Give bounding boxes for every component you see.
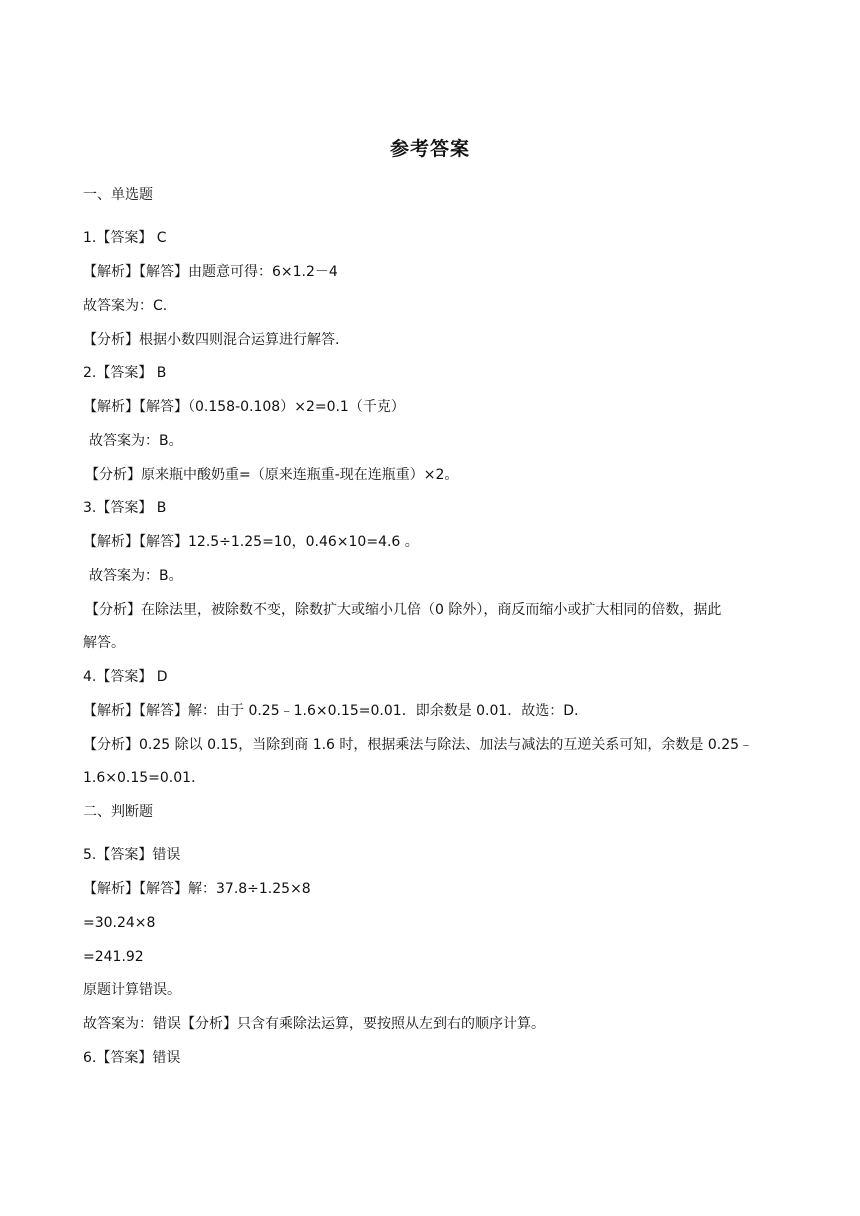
q5-conclusion: 故答案为：错误【分析】只含有乘除法运算，要按照从左到右的顺序计算。 bbox=[83, 1016, 545, 1032]
q3-fenxi-line1: 【分析】在除法里，被除数不变，除数扩大或缩小几倍（0 除外），商反而缩小或扩大相同的倍数，据此 bbox=[85, 602, 722, 618]
q1-answer: 1.【答案】 C bbox=[83, 230, 167, 246]
q4-fenxi-line1: 【分析】0.25 除以 0.15，当除到商 1.6 时，根据乘法与除法、加法与减法的互逆关系可知，余数是 0.25﹣ bbox=[83, 737, 754, 753]
q3-analysis: 【解析】【解答】12.5÷1.25=10，0.46×10=4.6 。 bbox=[83, 534, 419, 550]
q2-answer: 2.【答案】 B bbox=[83, 365, 167, 381]
q3-answer: 3.【答案】 B bbox=[83, 500, 167, 516]
q4-analysis: 【解析】【解答】解：由于 0.25﹣1.6×0.15=0.01．即余数是 0.01．故选：D． bbox=[83, 703, 589, 719]
q2-fenxi: 【分析】原来瓶中酸奶重=（原来连瓶重-现在连瓶重）×2。 bbox=[85, 467, 459, 483]
q4-fenxi-line2: 1.6×0.15=0.01． bbox=[83, 770, 206, 786]
q6-answer: 6.【答案】错误 bbox=[83, 1050, 181, 1066]
section-heading-true-false: 二、判断题 bbox=[83, 804, 153, 820]
section-heading-single-choice: 一、单选题 bbox=[83, 187, 153, 203]
q2-analysis: 【解析】【解答】（0.158-0.108）×2=0.1（千克） bbox=[83, 399, 405, 415]
q5-step2: =241.92 bbox=[83, 949, 144, 965]
q5-answer: 5.【答案】错误 bbox=[83, 847, 181, 863]
q1-analysis: 【解析】【解答】由题意可得：6×1.2－4 bbox=[83, 264, 338, 280]
q5-note: 原题计算错误。 bbox=[83, 982, 181, 998]
page-title: 参考答案 bbox=[389, 138, 470, 160]
q4-answer: 4.【答案】 D bbox=[83, 669, 168, 685]
q1-conclusion: 故答案为：C. bbox=[83, 298, 168, 314]
q5-step1: =30.24×8 bbox=[83, 915, 156, 931]
q1-fenxi: 【分析】根据小数四则混合运算进行解答. bbox=[83, 332, 340, 348]
q2-conclusion: 故答案为：B。 bbox=[89, 433, 183, 449]
q3-fenxi-line2: 解答。 bbox=[83, 635, 125, 651]
q3-conclusion: 故答案为：B。 bbox=[89, 568, 183, 584]
q5-analysis: 【解析】【解答】解：37.8÷1.25×8 bbox=[83, 881, 311, 897]
